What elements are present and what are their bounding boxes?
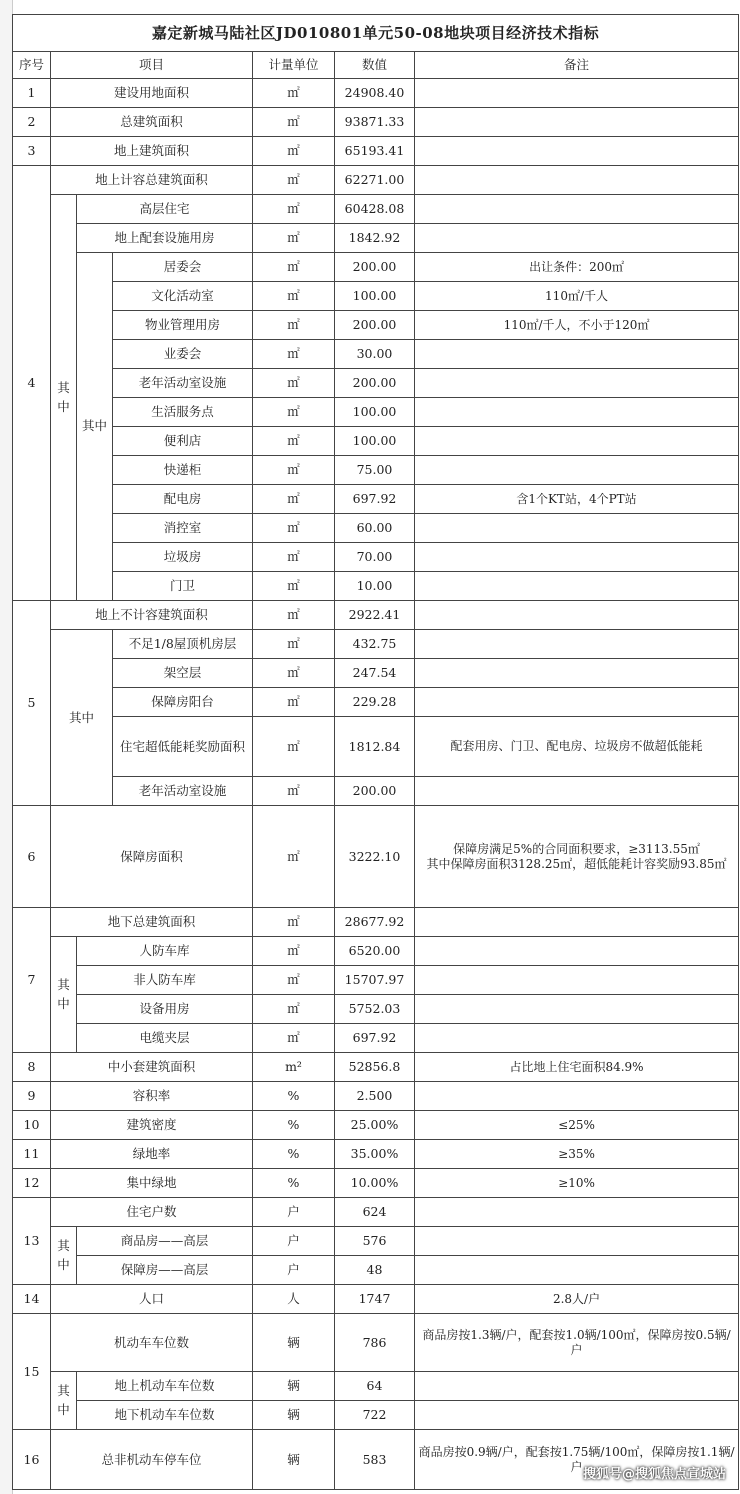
qizhong-label: 其中 (51, 1227, 77, 1285)
table-row (13, 1169, 739, 1198)
row-value: 1812.84 (335, 717, 415, 777)
row-note (415, 1401, 739, 1430)
row-unit: ㎡ (253, 937, 335, 966)
table-row (13, 108, 739, 137)
table-row (13, 1314, 739, 1372)
row-value: 722 (335, 1401, 415, 1430)
row-item: 门卫 (113, 572, 253, 601)
row-unit: 辆 (253, 1430, 335, 1490)
row-seq: 11 (13, 1140, 51, 1169)
row-note (415, 777, 739, 806)
row-value: 624 (335, 1198, 415, 1227)
row-note (415, 1372, 739, 1401)
row-unit: ㎡ (253, 630, 335, 659)
row-item: 地上不计容建筑面积 (51, 601, 253, 630)
row-item: 地上配套设施用房 (77, 224, 253, 253)
row-seq: 5 (13, 601, 51, 806)
indicator-table (12, 14, 739, 1490)
row-note (415, 543, 739, 572)
row-unit: 户 (253, 1198, 335, 1227)
row-unit: ㎡ (253, 659, 335, 688)
row-item: 建设用地面积 (51, 79, 253, 108)
table-row (13, 224, 739, 253)
qizhong-label: 其中 (77, 253, 113, 601)
row-note: 出让条件：200㎡ (415, 253, 739, 282)
table-row (13, 137, 739, 166)
row-value: 2922.41 (335, 601, 415, 630)
row-unit: 人 (253, 1285, 335, 1314)
table-row (13, 1256, 739, 1285)
row-item: 电缆夹层 (77, 1024, 253, 1053)
row-value: 60.00 (335, 514, 415, 543)
row-value: 65193.41 (335, 137, 415, 166)
row-item: 机动车车位数 (51, 1314, 253, 1372)
row-unit: ㎡ (253, 1024, 335, 1053)
row-note (415, 166, 739, 195)
row-item: 业委会 (113, 340, 253, 369)
header-item: 项目 (51, 52, 253, 79)
table-row (13, 166, 739, 195)
row-note-line: 其中保障房面积3128.25㎡，超低能耗计容奖励93.85㎡ (426, 856, 727, 871)
row-item: 总非机动车停车位 (51, 1430, 253, 1490)
indicator-sheet (12, 14, 738, 1490)
row-value: 30.00 (335, 340, 415, 369)
row-value: 60428.08 (335, 195, 415, 224)
row-note: 110㎡/千人 (415, 282, 739, 311)
row-item: 生活服务点 (113, 398, 253, 427)
row-item: 地上建筑面积 (51, 137, 253, 166)
row-value: 100.00 (335, 282, 415, 311)
row-item: 人防车库 (77, 937, 253, 966)
row-unit: 户 (253, 1227, 335, 1256)
row-seq: 2 (13, 108, 51, 137)
table-row (13, 1053, 739, 1082)
row-item: 地下总建筑面积 (51, 908, 253, 937)
row-seq: 7 (13, 908, 51, 1053)
table-row (13, 485, 739, 514)
row-item: 地下机动车车位数 (77, 1401, 253, 1430)
row-seq: 6 (13, 806, 51, 908)
row-unit: ㎡ (253, 966, 335, 995)
row-unit: m² (253, 1053, 335, 1082)
row-unit: ㎡ (253, 456, 335, 485)
row-unit: ㎡ (253, 777, 335, 806)
table-row (13, 543, 739, 572)
row-value: 6520.00 (335, 937, 415, 966)
row-note (415, 966, 739, 995)
table-row (13, 514, 739, 543)
table-row (13, 1140, 739, 1169)
row-note (415, 514, 739, 543)
row-note (415, 137, 739, 166)
row-value: 62271.00 (335, 166, 415, 195)
row-value: 100.00 (335, 427, 415, 456)
row-value: 1842.92 (335, 224, 415, 253)
table-row (13, 369, 739, 398)
row-value: 24908.40 (335, 79, 415, 108)
table-row (13, 398, 739, 427)
table-row (13, 659, 739, 688)
row-seq: 4 (13, 166, 51, 601)
row-item: 人口 (51, 1285, 253, 1314)
row-value: 70.00 (335, 543, 415, 572)
row-value: 1747 (335, 1285, 415, 1314)
row-item: 容积率 (51, 1082, 253, 1111)
table-row (13, 340, 739, 369)
row-value: 25.00% (335, 1111, 415, 1140)
row-note: ≥10% (415, 1169, 739, 1198)
row-seq: 8 (13, 1053, 51, 1082)
table-row (13, 601, 739, 630)
row-item: 配电房 (113, 485, 253, 514)
row-item: 住宅超低能耗奖励面积 (113, 717, 253, 777)
row-value: 35.00% (335, 1140, 415, 1169)
row-item: 高层住宅 (77, 195, 253, 224)
row-note (415, 427, 739, 456)
row-note (415, 398, 739, 427)
table-row (13, 572, 739, 601)
row-value: 583 (335, 1430, 415, 1490)
row-value: 52856.8 (335, 1053, 415, 1082)
watermark: 搜狐号@搜狐焦点宣城站 (582, 1467, 726, 1482)
row-item: 住宅户数 (51, 1198, 253, 1227)
table-row (13, 282, 739, 311)
row-note (415, 340, 739, 369)
row-value: 10.00% (335, 1169, 415, 1198)
row-unit: ㎡ (253, 195, 335, 224)
row-item: 地上计容总建筑面积 (51, 166, 253, 195)
row-unit: 辆 (253, 1314, 335, 1372)
row-value: 786 (335, 1314, 415, 1372)
row-note: ≤25% (415, 1111, 739, 1140)
row-note (415, 659, 739, 688)
row-item: 地上机动车车位数 (77, 1372, 253, 1401)
table-row (13, 630, 739, 659)
row-value: 576 (335, 1227, 415, 1256)
row-value: 28677.92 (335, 908, 415, 937)
header-unit: 计量单位 (253, 52, 335, 79)
row-note (415, 688, 739, 717)
row-note (415, 995, 739, 1024)
row-note-line: 保障房满足5%的合同面积要求，≥3113.55㎡ (453, 841, 700, 856)
row-note (415, 369, 739, 398)
row-value: 200.00 (335, 311, 415, 340)
row-item: 保障房——高层 (77, 1256, 253, 1285)
row-note (415, 1198, 739, 1227)
row-note (415, 601, 739, 630)
row-value: 432.75 (335, 630, 415, 659)
row-note (415, 456, 739, 485)
row-note (415, 108, 739, 137)
row-unit: ㎡ (253, 601, 335, 630)
row-unit: ㎡ (253, 398, 335, 427)
row-value: 200.00 (335, 369, 415, 398)
row-value: 15707.97 (335, 966, 415, 995)
row-value: 697.92 (335, 485, 415, 514)
table-row (13, 995, 739, 1024)
table-row (13, 427, 739, 456)
table-row (13, 908, 739, 937)
row-item: 商品房——高层 (77, 1227, 253, 1256)
row-item: 保障房阳台 (113, 688, 253, 717)
table-row (13, 937, 739, 966)
table-row (13, 777, 739, 806)
row-unit: ㎡ (253, 572, 335, 601)
row-value: 10.00 (335, 572, 415, 601)
row-item: 中小套建筑面积 (51, 1053, 253, 1082)
row-item: 建筑密度 (51, 1111, 253, 1140)
row-item: 老年活动室设施 (113, 369, 253, 398)
table-row (13, 195, 739, 224)
row-note: 含1个KT站，4个PT站 (415, 485, 739, 514)
table-row (13, 1024, 739, 1053)
row-item: 集中绿地 (51, 1169, 253, 1198)
row-unit: ㎡ (253, 340, 335, 369)
row-note (415, 806, 739, 908)
row-item: 物业管理用房 (113, 311, 253, 340)
row-note (415, 908, 739, 937)
row-unit: ㎡ (253, 995, 335, 1024)
row-note: 商品房按1.3辆/户，配套按1.0辆/100㎡，保障房按0.5辆/户 (415, 1314, 739, 1372)
row-unit: ㎡ (253, 485, 335, 514)
row-note (415, 1256, 739, 1285)
row-unit: ㎡ (253, 282, 335, 311)
row-unit: ㎡ (253, 311, 335, 340)
row-value: 2.500 (335, 1082, 415, 1111)
row-unit: ㎡ (253, 806, 335, 908)
row-unit: ㎡ (253, 369, 335, 398)
header-note: 备注 (415, 52, 739, 79)
row-unit: ㎡ (253, 543, 335, 572)
table-row (13, 1285, 739, 1314)
row-value: 229.28 (335, 688, 415, 717)
row-seq: 3 (13, 137, 51, 166)
table-row (13, 1198, 739, 1227)
row-unit: ㎡ (253, 224, 335, 253)
row-value: 48 (335, 1256, 415, 1285)
table-row (13, 806, 739, 908)
row-note: 商品房按0.9辆/户，配套按1.75辆/100㎡，保障房按1.1辆/户 (415, 1430, 739, 1490)
row-unit: ㎡ (253, 514, 335, 543)
row-item: 绿地率 (51, 1140, 253, 1169)
row-item: 便利店 (113, 427, 253, 456)
table-row (13, 966, 739, 995)
row-note (415, 937, 739, 966)
table-row (13, 1372, 739, 1401)
row-seq: 14 (13, 1285, 51, 1314)
qizhong-label: 其中 (51, 630, 113, 806)
row-unit: % (253, 1082, 335, 1111)
row-value: 3222.10 (335, 806, 415, 908)
row-unit: % (253, 1140, 335, 1169)
row-item: 设备用房 (77, 995, 253, 1024)
row-note: 110㎡/千人，不小于120㎡ (415, 311, 739, 340)
row-item: 快递柜 (113, 456, 253, 485)
table-row (13, 1227, 739, 1256)
row-item: 老年活动室设施 (113, 777, 253, 806)
row-value: 200.00 (335, 253, 415, 282)
row-unit: ㎡ (253, 166, 335, 195)
qizhong-label: 其中 (51, 1372, 77, 1430)
row-note (415, 224, 739, 253)
row-value: 247.54 (335, 659, 415, 688)
row-unit: ㎡ (253, 253, 335, 282)
row-unit: ㎡ (253, 717, 335, 777)
row-seq: 9 (13, 1082, 51, 1111)
table-row (13, 1401, 739, 1430)
row-item: 消控室 (113, 514, 253, 543)
table-row (13, 1082, 739, 1111)
row-unit: ㎡ (253, 79, 335, 108)
row-note: 配套用房、门卫、配电房、垃圾房不做超低能耗 (415, 717, 739, 777)
row-unit: 辆 (253, 1401, 335, 1430)
row-value: 75.00 (335, 456, 415, 485)
table-row (13, 717, 739, 777)
row-note (415, 195, 739, 224)
row-seq: 1 (13, 79, 51, 108)
table-row (13, 688, 739, 717)
row-value: 93871.33 (335, 108, 415, 137)
row-unit: % (253, 1169, 335, 1198)
row-note (415, 79, 739, 108)
row-note (415, 630, 739, 659)
table-row (13, 1111, 739, 1140)
row-note: ≥35% (415, 1140, 739, 1169)
row-value: 100.00 (335, 398, 415, 427)
row-seq: 15 (13, 1314, 51, 1430)
row-item: 保障房面积 (51, 806, 253, 908)
row-note (415, 1082, 739, 1111)
row-seq: 10 (13, 1111, 51, 1140)
row-unit: % (253, 1111, 335, 1140)
header-seq: 序号 (13, 52, 51, 79)
row-note (415, 572, 739, 601)
row-seq: 16 (13, 1430, 51, 1490)
row-unit: ㎡ (253, 108, 335, 137)
row-unit: ㎡ (253, 427, 335, 456)
qizhong-label: 其中 (51, 937, 77, 1053)
row-item: 垃圾房 (113, 543, 253, 572)
table-row (13, 79, 739, 108)
row-value: 64 (335, 1372, 415, 1401)
row-item: 非人防车库 (77, 966, 253, 995)
row-item: 居委会 (113, 253, 253, 282)
page-title: 嘉定新城马陆社区JD010801单元50-08地块项目经济技术指标 (13, 15, 739, 52)
row-unit: ㎡ (253, 688, 335, 717)
row-note (415, 1227, 739, 1256)
table-row (13, 253, 739, 282)
row-note: 2.8人/户 (415, 1285, 739, 1314)
row-item: 总建筑面积 (51, 108, 253, 137)
header-value: 数值 (335, 52, 415, 79)
row-unit: 户 (253, 1256, 335, 1285)
row-seq: 13 (13, 1198, 51, 1285)
row-seq: 12 (13, 1169, 51, 1198)
row-item: 架空层 (113, 659, 253, 688)
row-item: 文化活动室 (113, 282, 253, 311)
table-row (13, 456, 739, 485)
row-value: 200.00 (335, 777, 415, 806)
row-unit: 辆 (253, 1372, 335, 1401)
table-row (13, 311, 739, 340)
row-value: 5752.03 (335, 995, 415, 1024)
row-value: 697.92 (335, 1024, 415, 1053)
qizhong-label: 其中 (51, 195, 77, 601)
row-note: 占比地上住宅面积84.9% (415, 1053, 739, 1082)
row-note (415, 1024, 739, 1053)
row-unit: ㎡ (253, 908, 335, 937)
row-item: 不足1/8屋顶机房层 (113, 630, 253, 659)
row-unit: ㎡ (253, 137, 335, 166)
